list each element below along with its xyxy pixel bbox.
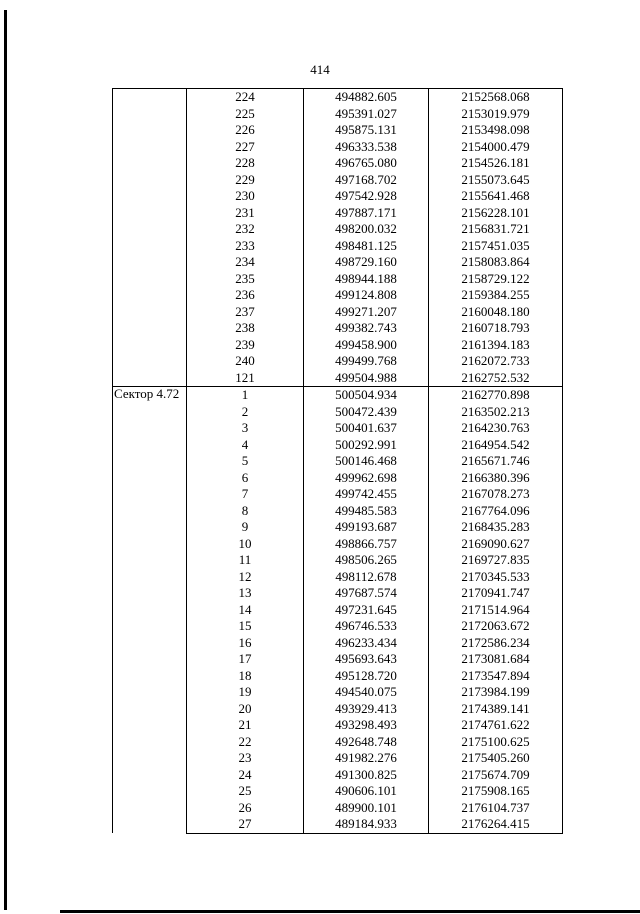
x-coordinate-cell: 499271.207: [304, 304, 429, 321]
x-coordinate-cell: 500401.637: [304, 420, 429, 437]
x-coordinate-cell: 490606.101: [304, 783, 429, 800]
point-number-cell: 12: [187, 569, 304, 586]
y-coordinate-cell: 2174389.141: [429, 701, 563, 718]
y-coordinate-cell: 2157451.035: [429, 238, 563, 255]
point-number-cell: 2: [187, 404, 304, 421]
y-coordinate-cell: 2172063.672: [429, 618, 563, 635]
x-coordinate-cell: 496746.533: [304, 618, 429, 635]
x-coordinate-cell: 494540.075: [304, 684, 429, 701]
point-number-cell: 4: [187, 437, 304, 454]
point-number-cell: 240: [187, 353, 304, 370]
x-coordinate-cell: 489900.101: [304, 800, 429, 817]
x-coordinate-cell: 496233.434: [304, 635, 429, 652]
x-coordinate-cell: 493929.413: [304, 701, 429, 718]
point-number-cell: 24: [187, 767, 304, 784]
y-coordinate-cell: 2175674.709: [429, 767, 563, 784]
point-number-cell: 23: [187, 750, 304, 767]
x-coordinate-cell: 493298.493: [304, 717, 429, 734]
x-coordinate-cell: 495128.720: [304, 668, 429, 685]
x-coordinate-cell: 497168.702: [304, 172, 429, 189]
point-number-cell: 225: [187, 106, 304, 123]
x-coordinate-cell: 498866.757: [304, 536, 429, 553]
y-coordinate-cell: 2153019.979: [429, 106, 563, 123]
point-number-cell: 11: [187, 552, 304, 569]
x-coordinate-cell: 499193.687: [304, 519, 429, 536]
x-coordinate-cell: 495693.643: [304, 651, 429, 668]
y-coordinate-cell: 2164230.763: [429, 420, 563, 437]
x-coordinate-cell: 499458.900: [304, 337, 429, 354]
x-coordinate-cell: 498506.265: [304, 552, 429, 569]
y-coordinate-cell: 2176264.415: [429, 816, 563, 833]
y-coordinate-cell: 2153498.098: [429, 122, 563, 139]
x-coordinate-cell: 498944.188: [304, 271, 429, 288]
x-coordinate-cell: 498481.125: [304, 238, 429, 255]
x-coordinate-cell: 497887.171: [304, 205, 429, 222]
point-number-cell: 229: [187, 172, 304, 189]
x-coordinate-cell: 497687.574: [304, 585, 429, 602]
x-coordinate-cell: 494882.605: [304, 89, 429, 106]
y-coordinate-cell: 2172586.234: [429, 635, 563, 652]
y-coordinate-cell: 2167078.273: [429, 486, 563, 503]
scan-frame-bottom-edge: [60, 910, 640, 913]
point-number-cell: 234: [187, 254, 304, 271]
y-coordinate-cell: 2160048.180: [429, 304, 563, 321]
x-coordinate-cell: 496333.538: [304, 139, 429, 156]
point-number-cell: 239: [187, 337, 304, 354]
x-coordinate-cell: 498200.032: [304, 221, 429, 238]
point-number-cell: 14: [187, 602, 304, 619]
point-number-cell: 121: [187, 370, 304, 387]
coordinates-table-body: [113, 89, 563, 834]
point-number-cell: 9: [187, 519, 304, 536]
point-number-cell: 227: [187, 139, 304, 156]
y-coordinate-cell: 2160718.793: [429, 320, 563, 337]
x-coordinate-cell: 499382.743: [304, 320, 429, 337]
x-coordinate-cell: 498112.678: [304, 569, 429, 586]
point-number-cell: 232: [187, 221, 304, 238]
point-number-cell: 236: [187, 287, 304, 304]
y-coordinate-cell: 2164954.542: [429, 437, 563, 454]
point-number-cell: 22: [187, 734, 304, 751]
point-number-cell: 15: [187, 618, 304, 635]
y-coordinate-cell: 2161394.183: [429, 337, 563, 354]
y-coordinate-cell: 2154000.479: [429, 139, 563, 156]
point-number-cell: 19: [187, 684, 304, 701]
x-coordinate-cell: 498729.160: [304, 254, 429, 271]
x-coordinate-cell: 499742.455: [304, 486, 429, 503]
point-number-cell: 7: [187, 486, 304, 503]
y-coordinate-cell: 2167764.096: [429, 503, 563, 520]
point-number-cell: 226: [187, 122, 304, 139]
x-coordinate-cell: 499499.768: [304, 353, 429, 370]
point-number-cell: 13: [187, 585, 304, 602]
y-coordinate-cell: 2174761.622: [429, 717, 563, 734]
x-coordinate-cell: 491982.276: [304, 750, 429, 767]
sector-label-cell: Сектор 4.72: [113, 387, 187, 834]
x-coordinate-cell: 497231.645: [304, 602, 429, 619]
x-coordinate-cell: 500292.991: [304, 437, 429, 454]
y-coordinate-cell: 2158729.122: [429, 271, 563, 288]
x-coordinate-cell: 499504.988: [304, 370, 429, 387]
y-coordinate-cell: 2163502.213: [429, 404, 563, 421]
y-coordinate-cell: 2175100.625: [429, 734, 563, 751]
y-coordinate-cell: 2165671.746: [429, 453, 563, 470]
point-number-cell: 6: [187, 470, 304, 487]
table-row: [113, 89, 563, 106]
y-coordinate-cell: 2156228.101: [429, 205, 563, 222]
y-coordinate-cell: 2162752.532: [429, 370, 563, 387]
y-coordinate-cell: 2152568.068: [429, 89, 563, 106]
point-number-cell: 25: [187, 783, 304, 800]
y-coordinate-cell: 2158083.864: [429, 254, 563, 271]
y-coordinate-cell: 2155641.468: [429, 188, 563, 205]
point-number-cell: 235: [187, 271, 304, 288]
y-coordinate-cell: 2173984.199: [429, 684, 563, 701]
sector-label-cell: [113, 89, 187, 387]
y-coordinate-cell: 2175908.165: [429, 783, 563, 800]
point-number-cell: 5: [187, 453, 304, 470]
x-coordinate-cell: 491300.825: [304, 767, 429, 784]
x-coordinate-cell: 499124.808: [304, 287, 429, 304]
point-number-cell: 18: [187, 668, 304, 685]
x-coordinate-cell: 495875.131: [304, 122, 429, 139]
y-coordinate-cell: 2170941.747: [429, 585, 563, 602]
point-number-cell: 20: [187, 701, 304, 718]
point-number-cell: 224: [187, 89, 304, 106]
x-coordinate-cell: 499962.698: [304, 470, 429, 487]
page-number: 414: [310, 62, 330, 77]
scan-frame-left-edge: [4, 10, 7, 910]
point-number-cell: 230: [187, 188, 304, 205]
y-coordinate-cell: 2155073.645: [429, 172, 563, 189]
x-coordinate-cell: 489184.933: [304, 816, 429, 833]
x-coordinate-cell: 499485.583: [304, 503, 429, 520]
x-coordinate-cell: 497542.928: [304, 188, 429, 205]
y-coordinate-cell: 2169727.835: [429, 552, 563, 569]
y-coordinate-cell: 2171514.964: [429, 602, 563, 619]
x-coordinate-cell: 500504.934: [304, 387, 429, 404]
y-coordinate-cell: 2173081.684: [429, 651, 563, 668]
point-number-cell: 228: [187, 155, 304, 172]
y-coordinate-cell: 2166380.396: [429, 470, 563, 487]
point-number-cell: 237: [187, 304, 304, 321]
y-coordinate-cell: 2156831.721: [429, 221, 563, 238]
y-coordinate-cell: 2173547.894: [429, 668, 563, 685]
y-coordinate-cell: 2169090.627: [429, 536, 563, 553]
y-coordinate-cell: 2175405.260: [429, 750, 563, 767]
point-number-cell: 233: [187, 238, 304, 255]
point-number-cell: 17: [187, 651, 304, 668]
x-coordinate-cell: 500146.468: [304, 453, 429, 470]
x-coordinate-cell: 496765.080: [304, 155, 429, 172]
point-number-cell: 231: [187, 205, 304, 222]
coordinates-table: [112, 88, 563, 834]
point-number-cell: 10: [187, 536, 304, 553]
y-coordinate-cell: 2162770.898: [429, 387, 563, 404]
point-number-cell: 1: [187, 387, 304, 404]
x-coordinate-cell: 492648.748: [304, 734, 429, 751]
point-number-cell: 26: [187, 800, 304, 817]
point-number-cell: 16: [187, 635, 304, 652]
x-coordinate-cell: 495391.027: [304, 106, 429, 123]
y-coordinate-cell: 2168435.283: [429, 519, 563, 536]
y-coordinate-cell: 2162072.733: [429, 353, 563, 370]
point-number-cell: 21: [187, 717, 304, 734]
point-number-cell: 8: [187, 503, 304, 520]
point-number-cell: 3: [187, 420, 304, 437]
y-coordinate-cell: 2154526.181: [429, 155, 563, 172]
x-coordinate-cell: 500472.439: [304, 404, 429, 421]
point-number-cell: 238: [187, 320, 304, 337]
table-row: [113, 387, 563, 404]
y-coordinate-cell: 2159384.255: [429, 287, 563, 304]
y-coordinate-cell: 2176104.737: [429, 800, 563, 817]
point-number-cell: 27: [187, 816, 304, 833]
y-coordinate-cell: 2170345.533: [429, 569, 563, 586]
